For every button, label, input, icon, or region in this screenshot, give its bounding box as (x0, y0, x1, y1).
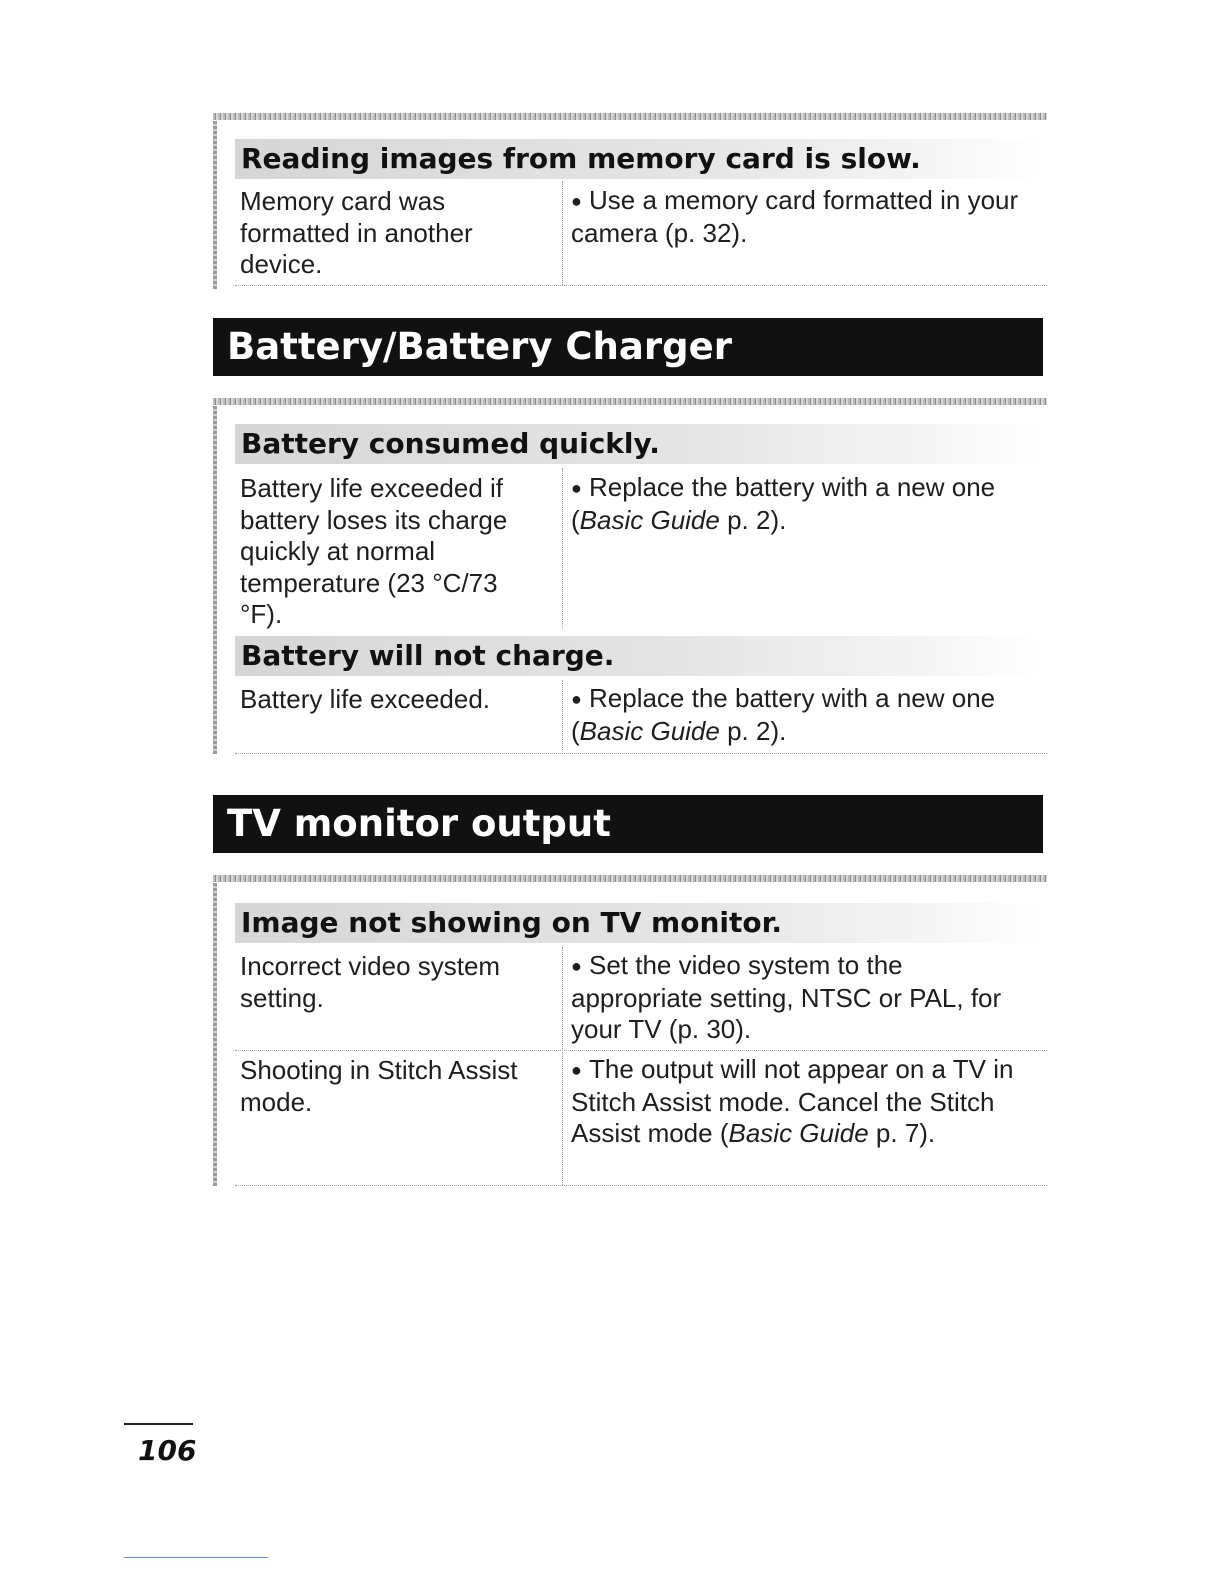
footer-line (124, 1557, 268, 1558)
column-divider (562, 468, 563, 628)
problem-cause: Incorrect video system setting. (240, 951, 501, 1013)
problem-cause: Shooting in Stitch Assist mode. (240, 1055, 518, 1117)
block-top-rule (213, 875, 1047, 882)
troubleshoot-block-memory-card (213, 113, 1047, 293)
problem-remedy: ● Replace the battery with a new one (Basic Guide p. 2). (571, 472, 996, 535)
block-bottom-rule (235, 753, 1047, 754)
column-divider (562, 680, 563, 750)
column-divider (562, 181, 563, 285)
problem-cause: Memory card was formatted in another device. (240, 186, 473, 279)
problem-title: Battery will not charge. (235, 636, 1043, 676)
block-side-rule (213, 121, 217, 289)
section-heading-battery: Battery/Battery Charger (213, 318, 1043, 376)
row-divider (235, 1050, 1047, 1051)
block-bottom-rule (235, 285, 1047, 286)
problem-title: Battery consumed quickly. (235, 424, 1043, 464)
problem-remedy: ● Use a memory card formatted in your camera (p. 32). (571, 185, 1019, 248)
troubleshoot-block-battery (213, 398, 1047, 758)
block-side-rule (213, 406, 217, 754)
bullet-icon: ● (571, 191, 582, 211)
page-number-rule (124, 1423, 193, 1425)
bullet-icon: ● (571, 956, 582, 976)
problem-remedy: ● The output will not appear on a TV in Stitch Assist mode. Cancel the Stitch Assist mode (Basic Guide p. 7). (571, 1054, 1014, 1148)
problem-cause: Battery life exceeded. (240, 684, 491, 714)
section-heading-tv-output: TV monitor output (213, 795, 1043, 853)
block-side-rule (213, 883, 217, 1186)
troubleshoot-block-tv (213, 875, 1047, 1190)
problem-remedy: ● Replace the battery with a new one (Basic Guide p. 2). (571, 683, 996, 746)
column-divider (562, 947, 563, 1185)
problem-title: Image not showing on TV monitor. (235, 903, 1043, 943)
bullet-icon: ● (571, 478, 582, 498)
bullet-icon: ● (571, 689, 582, 709)
problem-cause: Battery life exceeded if battery loses its charge quickly at normal temperature (23 °C/73 °F). (240, 473, 508, 629)
bullet-icon: ● (571, 1060, 582, 1080)
block-bottom-rule (235, 1185, 1047, 1186)
page-number: 106 (138, 1434, 197, 1467)
block-top-rule (213, 398, 1047, 405)
problem-remedy: ● Set the video system to the appropriate setting, NTSC or PAL, for your TV (p. 30). (571, 950, 1002, 1044)
problem-title: Reading images from memory card is slow. (235, 139, 1043, 179)
block-top-rule (213, 113, 1047, 120)
